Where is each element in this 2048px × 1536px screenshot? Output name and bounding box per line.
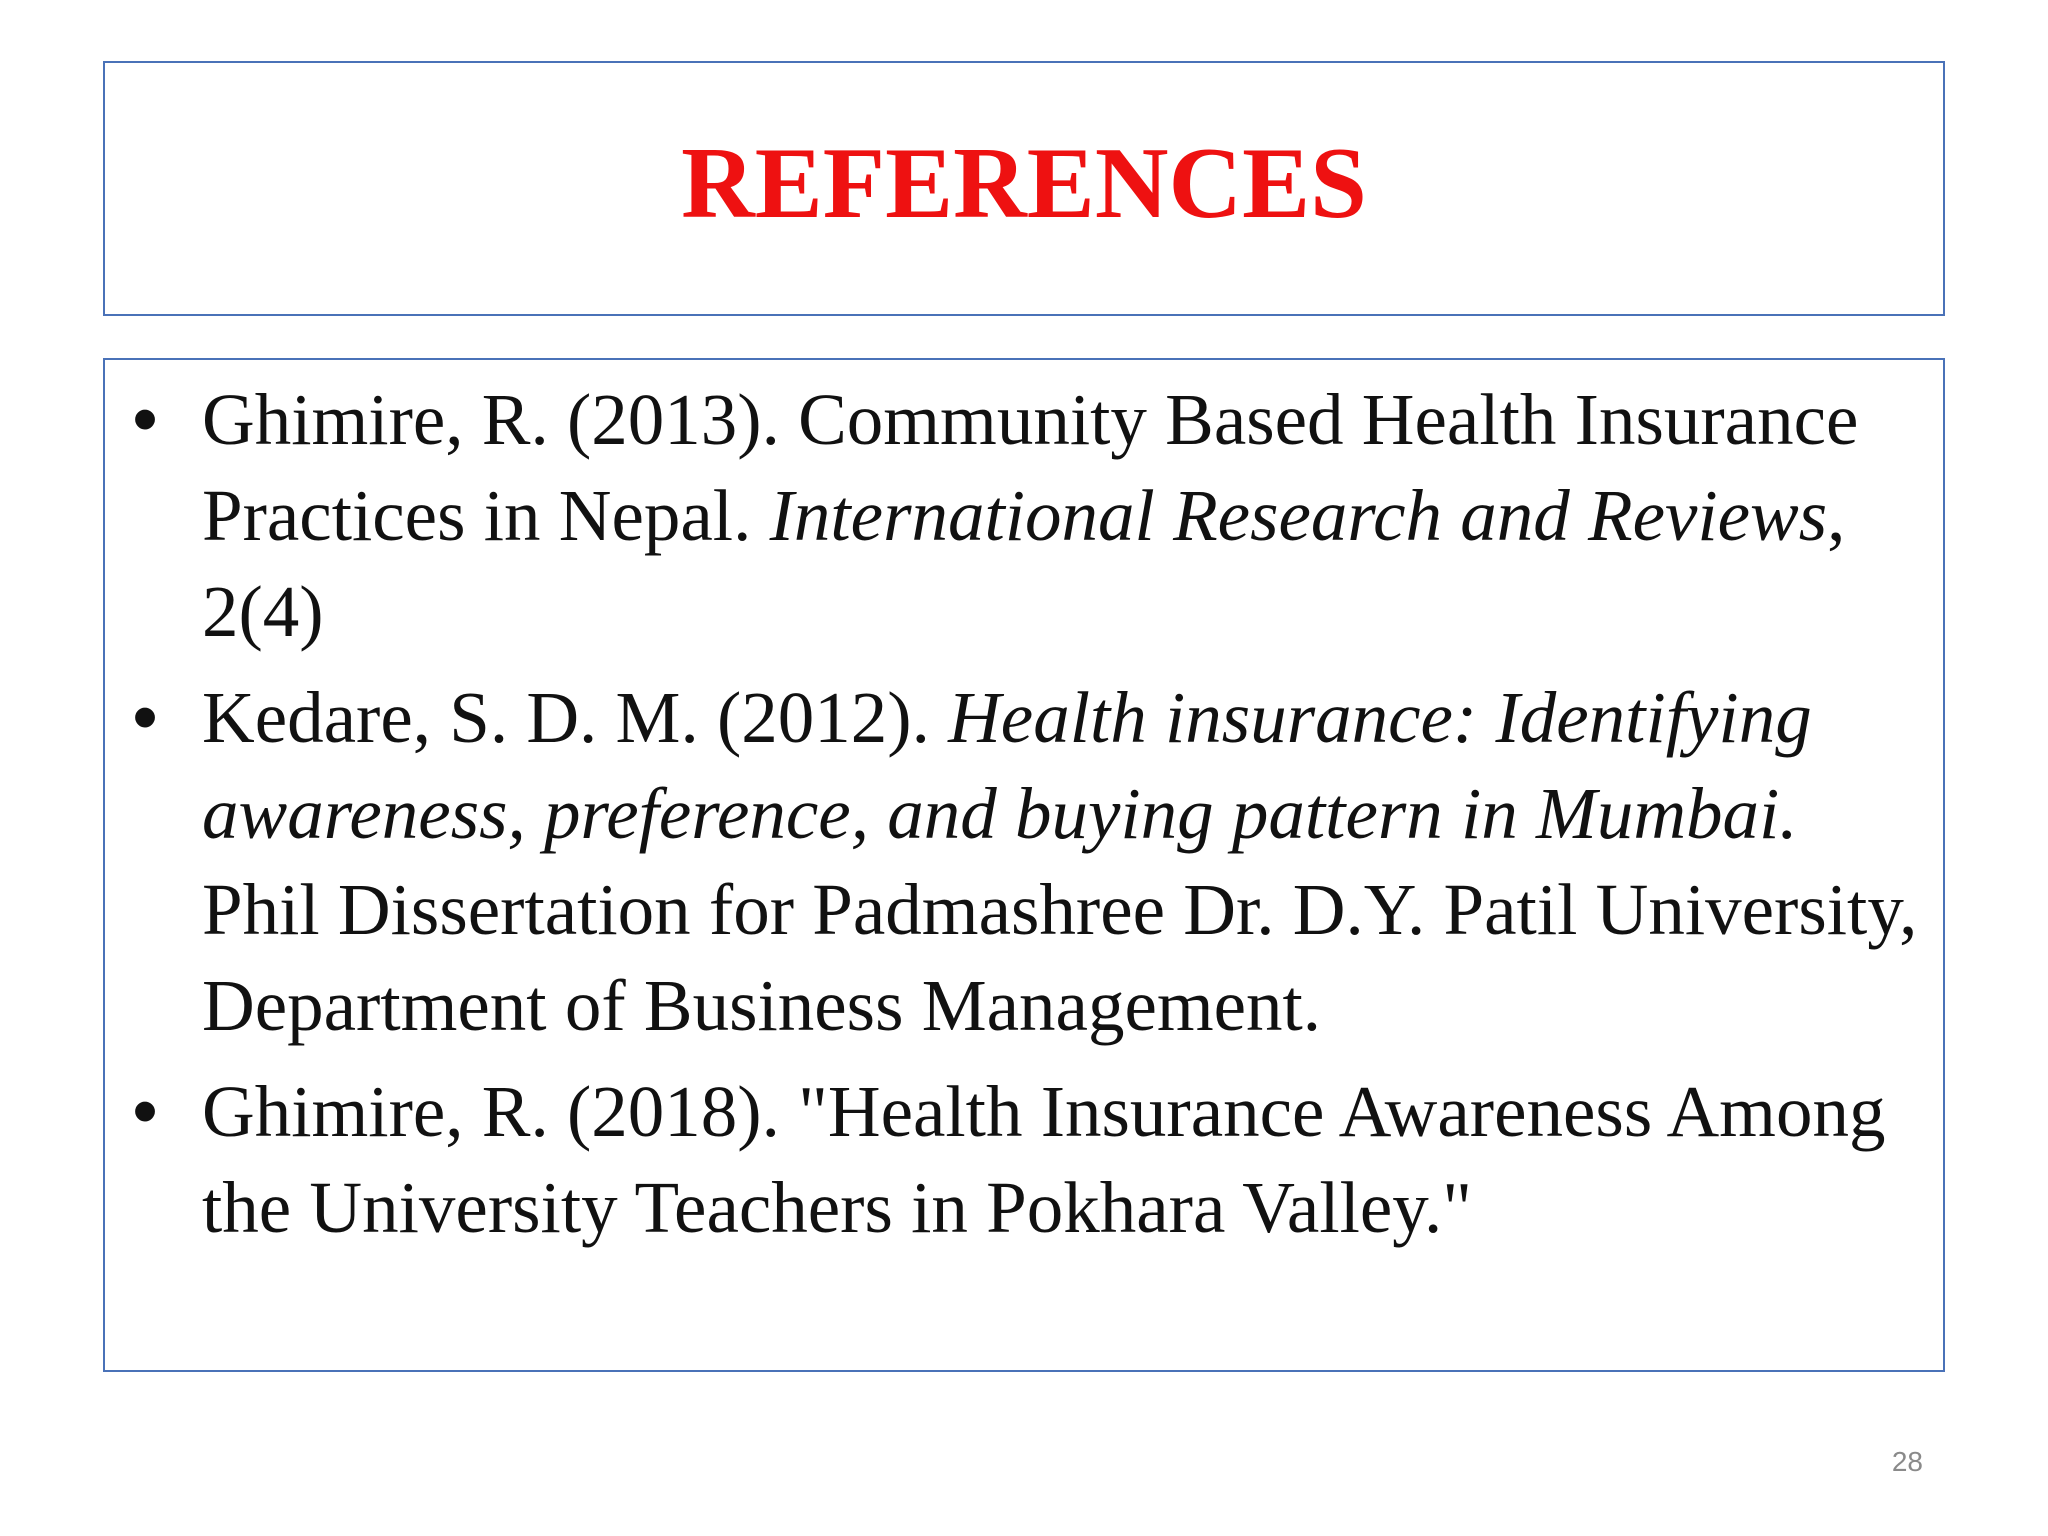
references-list — [105, 372, 1943, 1266]
references-box — [103, 358, 1945, 1372]
reference-item — [105, 670, 1943, 1054]
reference-text: Ghimire, R. (2018). "Health Insurance Awareness Among the University Teachers in Pokhara Valley." — [202, 1071, 1886, 1248]
reference-item — [105, 1064, 1943, 1256]
reference-details: Phil Dissertation for Padmashree Dr. D.Y. Patil University, Department of Business Management. — [202, 869, 1918, 1046]
reference-journal: International Research and Reviews — [769, 475, 1828, 556]
title-box — [103, 61, 1945, 316]
reference-text: Kedare, S. D. M. (2012). — [202, 677, 949, 758]
bullet-icon: • — [132, 379, 158, 460]
slide-title: REFERENCES — [681, 126, 1367, 240]
reference-volume: , 2(4) — [202, 475, 1846, 652]
reference-item — [105, 372, 1943, 660]
reference-title: Health insurance: Identifying awareness, preference, and buying pattern in Mumbai. — [202, 677, 1812, 854]
bullet-icon: • — [132, 677, 158, 758]
bullet-icon: • — [132, 1071, 158, 1152]
page-number: 28 — [1891, 1446, 1923, 1477]
reference-text: Ghimire, R. (2013). Community Based Health Insurance Practices in Nepal. — [202, 379, 1859, 556]
